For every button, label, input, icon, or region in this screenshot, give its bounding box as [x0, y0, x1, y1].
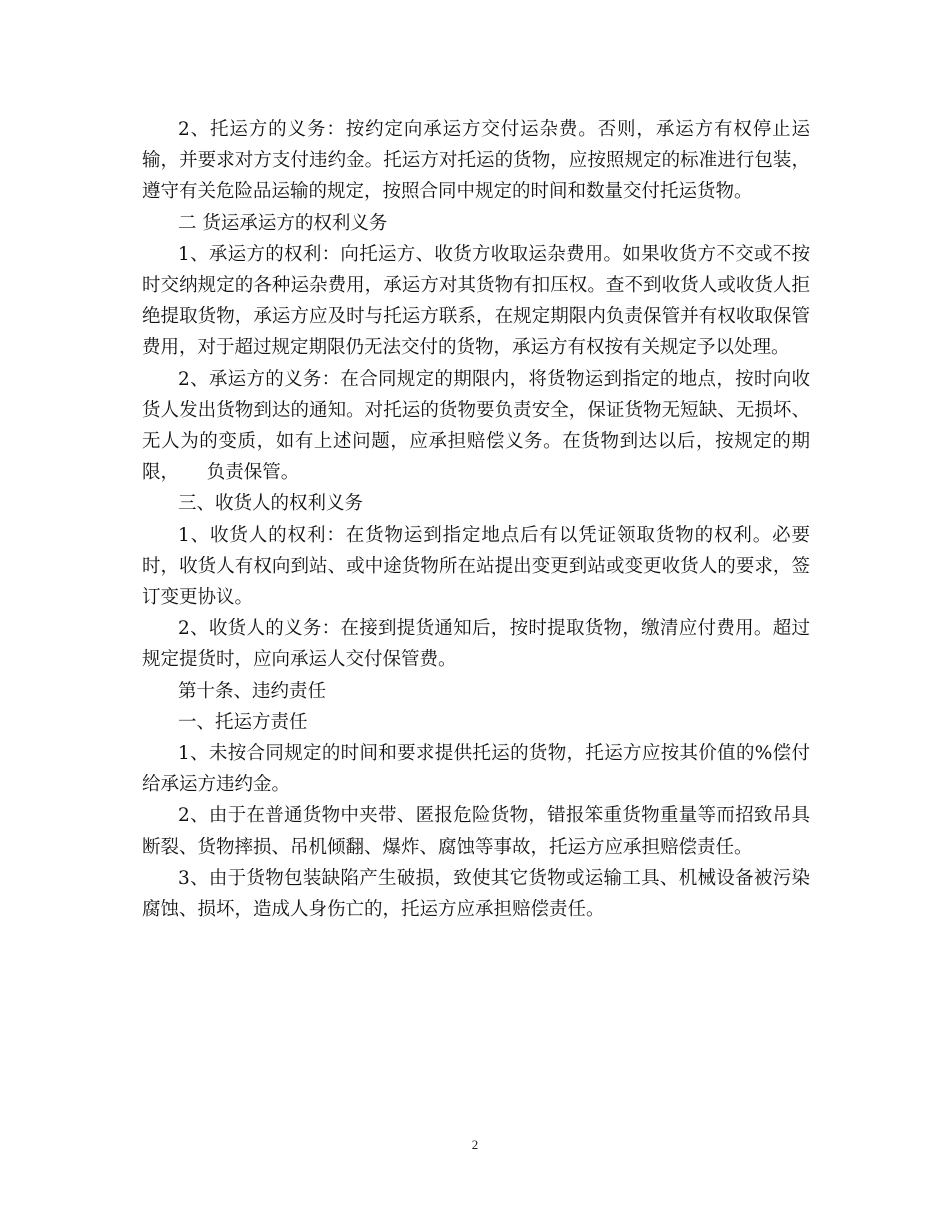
page-number: 2: [471, 1137, 479, 1152]
paragraph-liability-2: 2、由于在普通货物中夹带、匿报危险货物，错报笨重货物重量等而招致吊具断裂、货物摔损、吊机倾翻、爆炸、腐蚀等事故，托运方应承担赔偿责任。: [142, 805, 810, 858]
paragraph-carrier-rights: 1、承运方的权利：向托运方、收货方收取运杂费用。如果收货方不交或不按时交纳规定的各种运杂费用，承运方对其货物有扣压权。查不到收货人或收货人拒绝提取货物，承运方应及时与托运方联系，在规定期限内负责保管并有权收取保管费用，对于超过规定期限仍无法交付的货物，承运方有权按有关规定予以处理。: [142, 243, 810, 359]
section-heading-consignee: 三、收货人的权利义务: [178, 493, 364, 515]
paragraph-liability-1: 1、未按合同规定的时间和要求提供托运的货物，托运方应按其价值的%偿付给承运方违约金。: [142, 743, 810, 796]
section-heading-carrier: 二 货运承运方的权利义务: [178, 212, 388, 234]
article-heading-liability: 第十条、违约责任: [178, 680, 327, 702]
paragraph-consignee-obligations: 2、收货人的义务：在接到提货通知后，按时提取货物，缴清应付费用。超过规定提货时，应向承运人交付保管费。: [142, 618, 810, 671]
paragraph-shipper-obligations: 2、托运方的义务：按约定向承运方交付运杂费。否则，承运方有权停止运输，并要求对方支付违约金。托运方对托运的货物，应按照规定的标准进行包装，遵守有关危险品运输的规定，按照合同中规定的时间和数量交付托运货物。: [142, 119, 810, 203]
subheading-shipper-liability: 一、托运方责任: [178, 711, 308, 733]
paragraph-liability-3: 3、由于货物包装缺陷产生破损，致使其它货物或运输工具、机械设备被污染腐蚀、损坏，造成人身伤亡的，托运方应承担赔偿责任。: [142, 867, 810, 921]
document-body: [142, 114, 810, 925]
paragraph-consignee-rights: 1、收货人的权利：在货物运到指定地点后有以凭证领取货物的权利。必要时，收货人有权向到站、或中途货物所在站提出变更到站或变更收货人的要求，签订变更协议。: [142, 524, 810, 609]
paragraph-carrier-obligations: 2、承运方的义务：在合同规定的期限内，将货物运到指定的地点，按时向收货人发出货物到达的通知。对托运的货物要负责安全，保证货物无短缺、无损坏、无人为的变质，如有上述问题，应承担赔偿义务。在货物到达以后，按规定的期限， 负责保管。: [142, 368, 810, 484]
